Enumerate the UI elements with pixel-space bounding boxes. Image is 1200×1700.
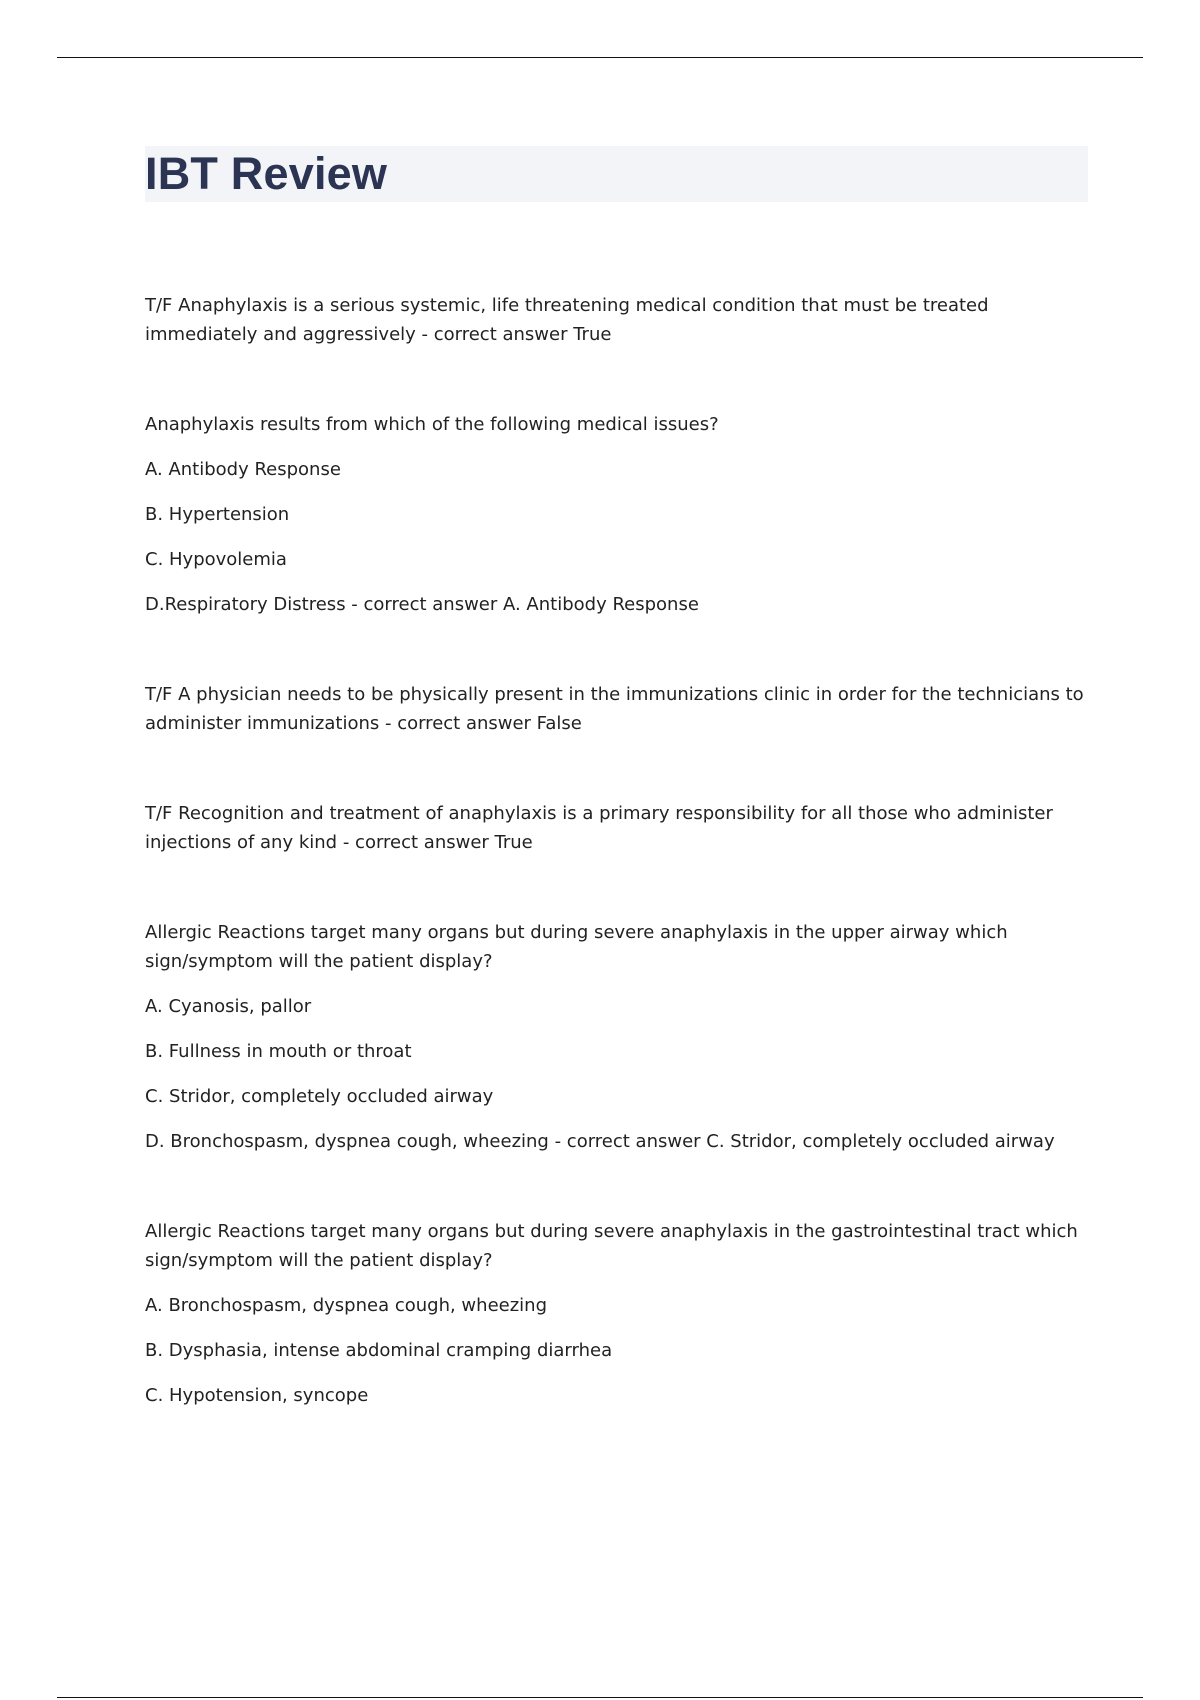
question-block bbox=[145, 799, 1090, 857]
question-text: Allergic Reactions target many organs but during severe anaphylaxis in the upper airway which sign/symptom will the patient display? bbox=[145, 922, 1008, 972]
answer-option: D. Bronchospasm, dyspnea cough, wheezing - correct answer C. Stridor, completely occluded airway bbox=[145, 1131, 1055, 1152]
answer-option: D.Respiratory Distress - correct answer A. Antibody Response bbox=[145, 594, 699, 615]
question-block bbox=[145, 918, 1090, 1156]
answer-option: C. Hypotension, syncope bbox=[145, 1385, 369, 1406]
answer-option: A. Cyanosis, pallor bbox=[145, 996, 312, 1017]
answer-option: B. Fullness in mouth or throat bbox=[145, 1041, 412, 1062]
answer-option: A. Antibody Response bbox=[145, 459, 341, 480]
document-body bbox=[145, 291, 1090, 1410]
question-block bbox=[145, 1217, 1090, 1410]
answer-option: A. Bronchospasm, dyspnea cough, wheezing bbox=[145, 1295, 547, 1316]
answer-option: C. Stridor, completely occluded airway bbox=[145, 1086, 494, 1107]
answer-option: B. Dysphasia, intense abdominal cramping diarrhea bbox=[145, 1340, 613, 1361]
answer-option: C. Hypovolemia bbox=[145, 549, 287, 570]
footer-rule bbox=[57, 1697, 1143, 1698]
answer-option: B. Hypertension bbox=[145, 504, 290, 525]
header-rule bbox=[57, 57, 1143, 58]
question-text: Allergic Reactions target many organs but during severe anaphylaxis in the gastrointestinal tract which sign/symptom will the patient display? bbox=[145, 1221, 1078, 1271]
document-title: IBT Review bbox=[145, 148, 388, 199]
question-text: T/F Recognition and treatment of anaphylaxis is a primary responsibility for all those who administer injections of any kind - correct answer True bbox=[145, 803, 1053, 853]
question-block bbox=[145, 680, 1090, 738]
question-block bbox=[145, 410, 1090, 619]
question-text: T/F A physician needs to be physically present in the immunizations clinic in order for the technicians to administer immunizations - correct answer False bbox=[145, 684, 1084, 734]
question-text: T/F Anaphylaxis is a serious systemic, life threatening medical condition that must be treated immediately and aggressively - correct answer True bbox=[145, 295, 989, 345]
question-text: Anaphylaxis results from which of the following medical issues? bbox=[145, 414, 719, 435]
question-block bbox=[145, 291, 1090, 349]
